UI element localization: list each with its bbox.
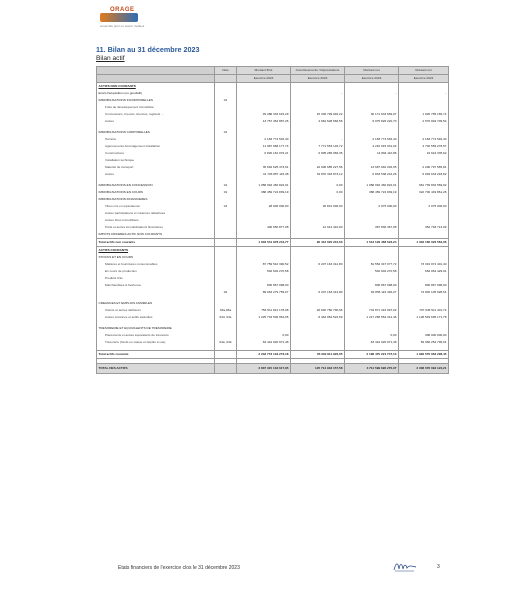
cell-brut: 756 511 812 178,08 bbox=[237, 307, 291, 314]
cell-label: Agencements Aménagement installation bbox=[97, 143, 215, 150]
cell-prev: 2 570 994 709,54 bbox=[399, 118, 449, 125]
cell-amort: 0,00 bbox=[291, 182, 345, 189]
cell-amort: 34 870 318 873,12 bbox=[291, 171, 345, 178]
cell-brut bbox=[237, 325, 291, 332]
cell-note bbox=[215, 275, 237, 282]
section-row bbox=[97, 83, 449, 91]
total-row bbox=[97, 351, 449, 359]
cell-brut: 28 906 000,00 bbox=[237, 203, 291, 210]
cell-brut bbox=[237, 300, 291, 307]
cell-brut bbox=[237, 83, 291, 91]
cell-note bbox=[215, 164, 237, 171]
cell-prev bbox=[399, 196, 449, 203]
table-row bbox=[97, 325, 449, 332]
table-row bbox=[97, 104, 449, 111]
cell-net bbox=[345, 196, 399, 203]
table-row bbox=[97, 182, 449, 189]
cell-brut bbox=[237, 231, 291, 239]
cell-label: ACTIFS COURANTS bbox=[97, 247, 215, 255]
cell-note bbox=[215, 217, 237, 224]
cell-net bbox=[345, 104, 399, 111]
cell-label: IMMOBILISATIONS FINANCIERES bbox=[97, 196, 215, 203]
cell-amort bbox=[291, 300, 345, 307]
cell-net: 734 871 316 997,02 bbox=[345, 307, 399, 314]
cell-amort bbox=[291, 275, 345, 282]
logo-brand: ORAGE bbox=[110, 7, 135, 13]
cell-brut: 2 183 774 546,40 bbox=[237, 136, 291, 143]
cell-brut: 502 602 270,58 bbox=[237, 268, 291, 275]
balance-sheet-table bbox=[96, 66, 449, 374]
cell-amort bbox=[291, 104, 345, 111]
cell-prev bbox=[399, 210, 449, 217]
cell-amort: 125 714 932 157,58 bbox=[291, 364, 345, 374]
cell-label: Autres participations et créances rattachées bbox=[97, 210, 215, 217]
cell-amort bbox=[291, 129, 345, 136]
cell-label: IMPOTS DIFFERES ACTIF NON COURANTS bbox=[97, 231, 215, 239]
cell-note bbox=[215, 118, 237, 125]
subheader-amort: Exercice 2023 bbox=[291, 75, 345, 83]
cell-net bbox=[345, 254, 399, 261]
cell-net: 800 867 098,00 bbox=[345, 282, 399, 289]
logo-tagline: ensemble pour un avenir meilleur bbox=[100, 24, 145, 28]
company-logo bbox=[96, 6, 156, 30]
cell-amort: - bbox=[291, 136, 345, 143]
cell-label: IMMOBILISATIONS CORPORELLES bbox=[97, 129, 215, 136]
cell-label: Clients et autres débiteurs bbox=[97, 307, 215, 314]
cell-note: 03a,03a bbox=[215, 307, 237, 314]
cell-net bbox=[345, 157, 399, 164]
header-note: Note bbox=[215, 67, 237, 75]
table-row bbox=[97, 254, 449, 261]
cell-note bbox=[215, 224, 237, 231]
subheader-row bbox=[97, 75, 449, 83]
cell-label: Terrains bbox=[97, 136, 215, 143]
cell-net: 63 444 020 971,48 bbox=[345, 339, 399, 346]
cell-prev bbox=[399, 157, 449, 164]
total-row bbox=[97, 364, 449, 374]
cell-prev: - bbox=[399, 90, 449, 97]
cell-net: 30 171 633 669,07 bbox=[345, 111, 399, 118]
cell-brut: 41 703 857 115,38 bbox=[237, 171, 291, 178]
cell-prev: 352 748 713,09 bbox=[399, 224, 449, 231]
cell-label: Matières et fournitures consommables bbox=[97, 261, 215, 268]
cell-note bbox=[215, 171, 237, 178]
cell-label: Matériel de transport bbox=[97, 164, 215, 171]
table-row bbox=[97, 136, 449, 143]
cell-label: Ecart d'acquisition (ou goodwill) bbox=[97, 90, 215, 97]
cell-prev bbox=[399, 217, 449, 224]
cell-prev: 308 000 000,00 bbox=[399, 332, 449, 339]
cell-label: Autres bbox=[97, 118, 215, 125]
cell-net: 1 513 129 468 523,24 bbox=[345, 239, 399, 247]
cell-note bbox=[215, 325, 237, 332]
header-amort: Amortissements / Dépréciations bbox=[291, 67, 345, 75]
cell-note bbox=[215, 282, 237, 289]
cell-prev bbox=[399, 325, 449, 332]
table-row bbox=[97, 189, 449, 196]
cell-net bbox=[345, 300, 399, 307]
cell-prev: 74 802 105 928,51 bbox=[399, 289, 449, 296]
cell-note bbox=[215, 268, 237, 275]
cell-label: Trésorerie (fonds en caisse et dépôts à vue) bbox=[97, 339, 215, 346]
table-row bbox=[97, 196, 449, 203]
table-row bbox=[97, 171, 449, 178]
header-label bbox=[97, 67, 215, 75]
cell-note bbox=[215, 136, 237, 143]
cell-amort: 22 006 685 227,56 bbox=[291, 164, 345, 171]
cell-note bbox=[215, 196, 237, 203]
cell-note bbox=[215, 247, 237, 255]
cell-note: 04a, 04b bbox=[215, 339, 237, 346]
subheader-note bbox=[215, 75, 237, 83]
cell-brut bbox=[237, 157, 291, 164]
table-row bbox=[97, 268, 449, 275]
subheader-brut: Exercice 2023 bbox=[237, 75, 291, 83]
cell-amort bbox=[291, 210, 345, 217]
cell-prev: 69 382 252 796,91 bbox=[399, 339, 449, 346]
cell-net bbox=[345, 231, 399, 239]
cell-note bbox=[215, 364, 237, 374]
cell-brut: 800 867 098,00 bbox=[237, 282, 291, 289]
cell-brut: 87 759 510 390,52 bbox=[237, 261, 291, 268]
cell-label: Total actifs non courants bbox=[97, 239, 215, 247]
cell-label: Titres mis en équivalence bbox=[97, 203, 215, 210]
cell-brut bbox=[237, 97, 291, 104]
cell-prev: 961 739 832 569,92 bbox=[399, 182, 449, 189]
table-row bbox=[97, 203, 449, 210]
cell-label: ACTIFS NON COURANTS bbox=[97, 83, 215, 91]
cell-note bbox=[215, 261, 237, 268]
cell-prev: 1 992 570 063 298,45 bbox=[399, 351, 449, 359]
table-row bbox=[97, 307, 449, 314]
subheader-net: Exercice 2023 bbox=[345, 75, 399, 83]
cell-amort bbox=[291, 332, 345, 339]
cell-net bbox=[345, 210, 399, 217]
table-row bbox=[97, 90, 449, 97]
cell-label: Prêts et autres immobilisations financières bbox=[97, 224, 215, 231]
cell-net: 3 711 599 690 270,37 bbox=[345, 364, 399, 374]
cell-note bbox=[215, 239, 237, 247]
cell-brut: 11 987 968 177,74 bbox=[237, 143, 291, 150]
cell-amort bbox=[291, 157, 345, 164]
table-row bbox=[97, 282, 449, 289]
cell-label bbox=[97, 289, 215, 296]
cell-net: 9 075 826 220,70 bbox=[345, 118, 399, 125]
cell-net: 1 217 268 554 341,46 bbox=[345, 314, 399, 321]
cell-note: 01 bbox=[215, 189, 237, 196]
cell-label: Frais de développement immobilisé bbox=[97, 104, 215, 111]
cell-amort: 4 681 628 666,56 bbox=[291, 118, 345, 125]
cell-note bbox=[215, 150, 237, 157]
cell-net bbox=[345, 83, 399, 91]
cell-prev: 1 026 765 165,74 bbox=[399, 111, 449, 118]
cell-amort: 6 805 286 966,35 bbox=[291, 150, 345, 157]
subheader-prev: Exercice 2022 bbox=[399, 75, 449, 83]
cell-brut: 1 058 094 460 822,01 bbox=[237, 182, 291, 189]
table-row bbox=[97, 157, 449, 164]
cell-net: 2 183 774 546,40 bbox=[345, 136, 399, 143]
cell-amort: 7 771 553 146,72 bbox=[291, 143, 345, 150]
cell-brut: 0,00 bbox=[237, 332, 291, 339]
header-prev: Montant net bbox=[399, 67, 449, 75]
cell-label: IMMOBILISATIONS INCORPORELLES bbox=[97, 97, 215, 104]
cell-net: 502 602 270,58 bbox=[345, 268, 399, 275]
cell-amort: - bbox=[291, 90, 345, 97]
table-header bbox=[97, 67, 449, 83]
cell-brut: 1 603 541 978 244,77 bbox=[237, 239, 291, 247]
cell-note bbox=[215, 111, 237, 118]
section-title: 11. Bilan au 31 décembre 2023 bbox=[96, 45, 200, 54]
cell-label: Constructions bbox=[97, 150, 215, 157]
cell-brut: 388 459 724 839,19 bbox=[237, 189, 291, 196]
section-subtitle: Bilan actif bbox=[96, 55, 125, 62]
cell-brut: 63 444 020 971,48 bbox=[237, 339, 291, 346]
cell-prev: 2 183 774 546,40 bbox=[399, 136, 449, 143]
cell-net bbox=[345, 217, 399, 224]
cell-label: TRESORERIE ET EQUIVALENTS DE TRESORERIE bbox=[97, 325, 215, 332]
cell-brut bbox=[237, 275, 291, 282]
cell-net: 387 836 467,08 bbox=[345, 224, 399, 231]
cell-brut: 89 063 279 759,07 bbox=[237, 289, 291, 296]
cell-prev bbox=[399, 254, 449, 261]
cell-label: Total actifs courants bbox=[97, 351, 215, 359]
table-body bbox=[97, 83, 449, 374]
cell-label: En cours de production bbox=[97, 268, 215, 275]
cell-prev: 1 302 166 026 562,06 bbox=[399, 239, 449, 247]
signature-icon bbox=[392, 560, 418, 574]
table-row bbox=[97, 300, 449, 307]
cell-label: Installation technique bbox=[97, 157, 215, 164]
table-row bbox=[97, 210, 449, 217]
total-row bbox=[97, 239, 449, 247]
cell-label: Produits finis bbox=[97, 275, 215, 282]
table-row bbox=[97, 111, 449, 118]
cell-prev: 2 200 797 565,81 bbox=[399, 164, 449, 171]
cell-label: Autres bbox=[97, 171, 215, 178]
logo-mark-icon bbox=[100, 13, 138, 22]
cell-net bbox=[345, 97, 399, 104]
cell-label: TOTAL DES ACTIFS bbox=[97, 364, 215, 374]
cell-note bbox=[215, 83, 237, 91]
table-row bbox=[97, 129, 449, 136]
cell-brut bbox=[237, 217, 291, 224]
cell-prev bbox=[399, 129, 449, 136]
cell-brut: 45 288 333 615,29 bbox=[237, 111, 291, 118]
cell-amort bbox=[291, 217, 345, 224]
cell-brut: 6 820 181 076,21 bbox=[237, 150, 291, 157]
cell-brut bbox=[237, 254, 291, 261]
cell-label: Concessions, brevets, licences, logiciels ... bbox=[97, 111, 215, 118]
subheader-label bbox=[97, 75, 215, 83]
cell-brut: 2 233 773 133 273,18 bbox=[237, 351, 291, 359]
cell-amort: 20 640 780 790,66 bbox=[291, 307, 345, 314]
cell-net: - bbox=[345, 90, 399, 97]
page-number: 3 bbox=[437, 564, 440, 570]
cell-prev: 322 700 449 861,26 bbox=[399, 189, 449, 196]
cell-note bbox=[215, 351, 237, 359]
cell-label: IMMOBILISATIONS EN COURS bbox=[97, 189, 215, 196]
cell-note: 01 bbox=[215, 203, 237, 210]
cell-amort bbox=[291, 254, 345, 261]
table-row bbox=[97, 224, 449, 231]
cell-amort bbox=[291, 97, 345, 104]
cell-prev bbox=[399, 104, 449, 111]
cell-note bbox=[215, 210, 237, 217]
table-row bbox=[97, 231, 449, 239]
cell-amort: 15 336 799 946,22 bbox=[291, 111, 345, 118]
header-row bbox=[97, 67, 449, 75]
cell-net bbox=[345, 275, 399, 282]
cell-note: 01 bbox=[215, 182, 237, 189]
cell-brut bbox=[237, 210, 291, 217]
cell-net: 4 216 015 031,02 bbox=[345, 143, 399, 150]
cell-amort: 0,00 bbox=[291, 189, 345, 196]
cell-prev bbox=[399, 97, 449, 104]
cell-amort bbox=[291, 339, 345, 346]
cell-label: Autres créances et actifs assimilés bbox=[97, 314, 215, 321]
cell-prev bbox=[399, 247, 449, 255]
cell-net: 6 833 538 242,26 bbox=[345, 171, 399, 178]
cell-label: STOCKS ET EN COURS bbox=[97, 254, 215, 261]
cell-label: Placements et autres équivalents de trésorerie bbox=[97, 332, 215, 339]
header-brut: Montant Brut bbox=[237, 67, 291, 75]
cell-amort: 12 914 410,00 bbox=[291, 224, 345, 231]
header-net: Montant net bbox=[345, 67, 399, 75]
cell-prev: 19 644 335,62 bbox=[399, 150, 449, 157]
cell-label: Marchandises & fret/revue bbox=[97, 282, 215, 289]
cell-amort: 26 831 000,00 bbox=[291, 203, 345, 210]
cell-brut: 35 694 625 473,61 bbox=[237, 164, 291, 171]
table-row bbox=[97, 261, 449, 268]
cell-note: 02 bbox=[215, 289, 237, 296]
cell-net: 2 075 000,00 bbox=[345, 203, 399, 210]
cell-net bbox=[345, 247, 399, 255]
cell-note: 03d, 03e bbox=[215, 314, 237, 321]
cell-amort: 8 464 952 522,59 bbox=[291, 314, 345, 321]
cell-brut bbox=[237, 90, 291, 97]
cell-amort: 6 207 163 312,80 bbox=[291, 261, 345, 268]
cell-amort bbox=[291, 282, 345, 289]
cell-label: CREANCES ET EMPLOIS ASSIMILES bbox=[97, 300, 215, 307]
table-row bbox=[97, 143, 449, 150]
table-row bbox=[97, 289, 449, 296]
footer-text: Etats financiers de l'exercice clos le 31 décembre 2023 bbox=[118, 565, 240, 571]
cell-note: 01 bbox=[215, 97, 237, 104]
cell-brut bbox=[237, 247, 291, 255]
cell-prev: 73 319 074 401,40 bbox=[399, 261, 449, 268]
cell-prev: 4 702 559 278,57 bbox=[399, 143, 449, 150]
cell-note bbox=[215, 332, 237, 339]
cell-label: Autres titres immobilisés bbox=[97, 217, 215, 224]
table-row bbox=[97, 118, 449, 125]
cell-net bbox=[345, 129, 399, 136]
cell-prev: 1 128 549 695 171,78 bbox=[399, 314, 449, 321]
cell-net: 81 552 347 077,72 bbox=[345, 261, 399, 268]
cell-amort: 35 302 911 926,05 bbox=[291, 351, 345, 359]
cell-amort bbox=[291, 268, 345, 275]
cell-amort bbox=[291, 325, 345, 332]
table-row bbox=[97, 164, 449, 171]
table-row bbox=[97, 97, 449, 104]
table-row bbox=[97, 339, 449, 346]
cell-net: 2 198 470 221 747,13 bbox=[345, 351, 399, 359]
cell-prev: 3 308 076 092 123,21 bbox=[399, 364, 449, 374]
cell-amort: 6 207 163 312,80 bbox=[291, 289, 345, 296]
cell-label: IMMOBILISATIONS EN CONCESSION bbox=[97, 182, 215, 189]
table-row bbox=[97, 332, 449, 339]
cell-brut bbox=[237, 129, 291, 136]
cell-net: 13 687 940 246,05 bbox=[345, 164, 399, 171]
table-row bbox=[97, 275, 449, 282]
cell-prev: 662 064 429,01 bbox=[399, 268, 449, 275]
cell-amort bbox=[291, 231, 345, 239]
cell-prev: 707 945 511 401,74 bbox=[399, 307, 449, 314]
cell-note bbox=[215, 157, 237, 164]
cell-prev: 5 049 633 293,62 bbox=[399, 171, 449, 178]
cell-brut: 3 837 315 133 617,95 bbox=[237, 364, 291, 374]
cell-note: 01 bbox=[215, 129, 237, 136]
cell-amort bbox=[291, 83, 345, 91]
cell-brut: 400 650 877,08 bbox=[237, 224, 291, 231]
section-row bbox=[97, 247, 449, 255]
cell-prev: 800 867 098,00 bbox=[399, 282, 449, 289]
cell-net: 14 894 110,86 bbox=[345, 150, 399, 157]
cell-prev bbox=[399, 83, 449, 91]
cell-note bbox=[215, 231, 237, 239]
cell-prev bbox=[399, 231, 449, 239]
table-row bbox=[97, 150, 449, 157]
cell-net: 388 459 724 839,19 bbox=[345, 189, 399, 196]
cell-prev bbox=[399, 300, 449, 307]
table-row bbox=[97, 314, 449, 321]
cell-note bbox=[215, 254, 237, 261]
cell-brut: 13 757 454 887,26 bbox=[237, 118, 291, 125]
cell-amort bbox=[291, 196, 345, 203]
cell-brut bbox=[237, 196, 291, 203]
cell-prev bbox=[399, 275, 449, 282]
cell-note bbox=[215, 300, 237, 307]
cell-net: 0,00 bbox=[345, 332, 399, 339]
cell-note bbox=[215, 104, 237, 111]
cell-note bbox=[215, 90, 237, 97]
cell-net: 82 856 116 446,27 bbox=[345, 289, 399, 296]
cell-amort bbox=[291, 247, 345, 255]
cell-brut bbox=[237, 104, 291, 111]
cell-net: 1 058 094 460 822,01 bbox=[345, 182, 399, 189]
cell-note bbox=[215, 143, 237, 150]
cell-net bbox=[345, 325, 399, 332]
table-row bbox=[97, 217, 449, 224]
cell-prev: 2 075 000,00 bbox=[399, 203, 449, 210]
cell-brut: 1 225 733 506 964,05 bbox=[237, 314, 291, 321]
cell-amort: 90 412 020 231,53 bbox=[291, 239, 345, 247]
